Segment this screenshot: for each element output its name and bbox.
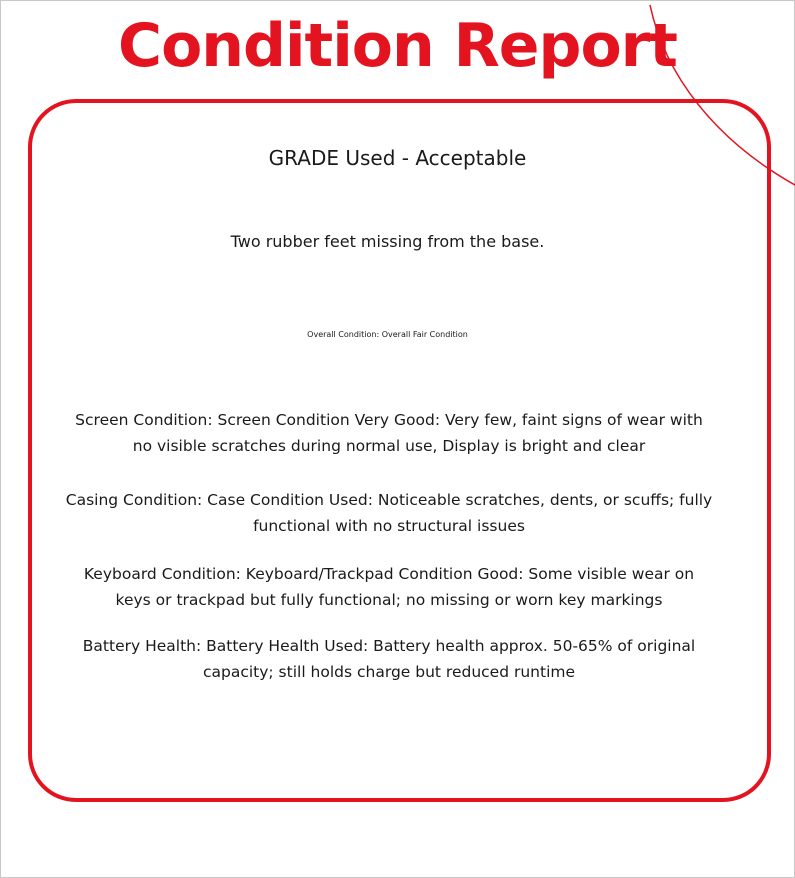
overall-condition: Overall Condition: Overall Fair Condition xyxy=(307,330,468,339)
grade-heading: GRADE Used - Acceptable xyxy=(268,146,527,170)
screen-condition: Screen Condition: Screen Condition Very Good: Very few, faint signs of wear with no visible scratches during normal use, Display is bright and clear xyxy=(75,411,703,455)
casing-condition: Casing Condition: Case Condition Used: Noticeable scratches, dents, or scuffs; fully functional with no structural issues xyxy=(65,491,713,535)
keyboard-condition: Keyboard Condition: Keyboard/Trackpad Condition Good: Some visible wear on keys or trackpad but fully functional; no missing or worn key markings xyxy=(83,565,695,609)
battery-health: Battery Health: Battery Health Used: Battery health approx. 50-65% of original capacity; still holds charge but reduced runtime xyxy=(82,637,696,681)
report-title: Condition Report xyxy=(118,11,677,81)
condition-note: Two rubber feet missing from the base. xyxy=(230,232,545,251)
